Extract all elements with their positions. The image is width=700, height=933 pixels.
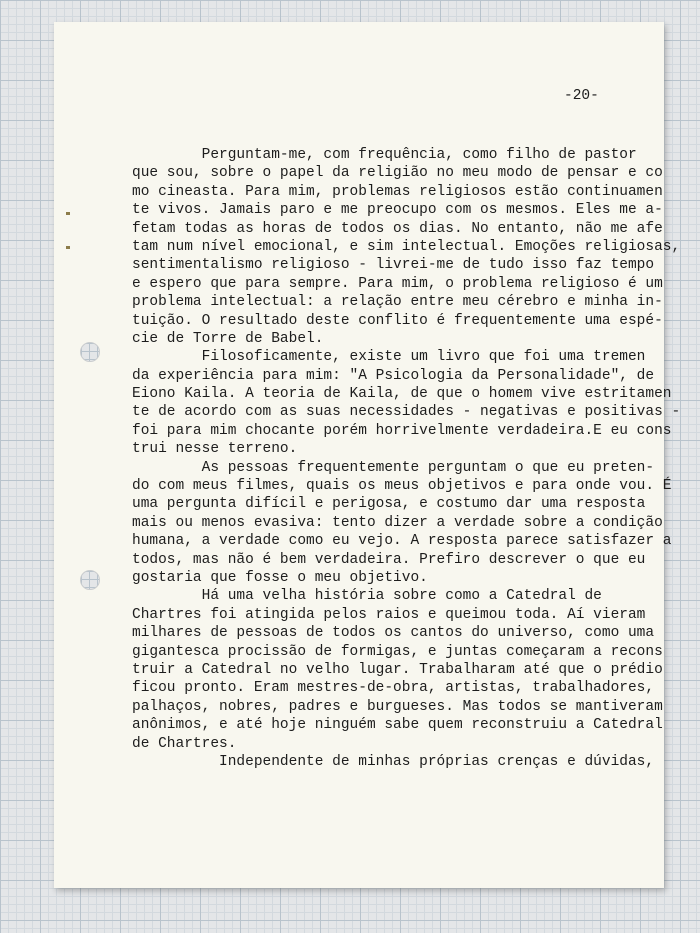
body-text bbox=[132, 146, 681, 771]
text-line: uma pergunta difícil e perigosa, e costumo dar uma resposta bbox=[132, 496, 646, 513]
text-line: de Chartres. bbox=[132, 735, 237, 752]
text-line: Há uma velha história sobre como a Catedral de bbox=[132, 588, 602, 605]
text-line: sentimentalismo religioso - livrei-me de tudo isso faz tempo bbox=[132, 257, 655, 274]
text-line: palhaços, nobres, padres e burgueses. Mas todos se mantiveram bbox=[132, 698, 663, 715]
text-line: do com meus filmes, quais os meus objetivos e para onde vou. É bbox=[132, 478, 672, 495]
text-line: te vivos. Jamais paro e me preocupo com os mesmos. Eles me a- bbox=[132, 202, 663, 219]
text-line: te de acordo com as suas necessidades - negativas e positivas - bbox=[132, 404, 681, 421]
text-line: fetam todas as horas de todos os dias. No entanto, não me afe bbox=[132, 220, 663, 237]
margin-mark bbox=[66, 246, 70, 249]
text-line: truir a Catedral no velho lugar. Trabalharam até que o prédio bbox=[132, 661, 663, 678]
text-line: ficou pronto. Eram mestres-de-obra, artistas, trabalhadores, bbox=[132, 680, 655, 697]
text-line: mo cineasta. Para mim, problemas religiosos estão continuamen bbox=[132, 183, 663, 200]
text-line: todos, mas não é bem verdadeira. Prefiro descrever o que eu bbox=[132, 551, 646, 568]
text-line: humana, a verdade como eu vejo. A resposta parece satisfazer a bbox=[132, 533, 672, 550]
text-line: da experiência para mim: "A Psicologia da Personalidade", de bbox=[132, 367, 655, 384]
text-line: As pessoas frequentemente perguntam o que eu preten- bbox=[132, 459, 655, 476]
text-line: Independente de minhas próprias crenças e dúvidas, bbox=[132, 753, 655, 770]
paper-sheet bbox=[54, 22, 681, 888]
text-line: problema intelectual: a relação entre meu cérebro e minha in- bbox=[132, 294, 663, 311]
page-number: -20- bbox=[564, 88, 599, 104]
text-line: tuição. O resultado deste conflito é frequentemente uma espé- bbox=[132, 312, 663, 329]
text-line: Chartres foi atingida pelos raios e queimou toda. Aí vieram bbox=[132, 606, 646, 623]
text-line: Eiono Kaila. A teoria de Kaila, de que o homem vive estritamen bbox=[132, 386, 672, 403]
text-line: e espero que para sempre. Para mim, o problema religioso é um bbox=[132, 275, 663, 292]
text-line: anônimos, e até hoje ninguém sabe quem reconstruiu a Catedral bbox=[132, 717, 663, 734]
text-line: tam num nível emocional, e sim intelectual. Emoções religiosas, bbox=[132, 238, 681, 255]
punch-hole bbox=[80, 570, 100, 590]
text-line: Filosoficamente, existe um livro que foi uma tremen bbox=[132, 349, 646, 366]
text-line: Perguntam-me, com frequência, como filho de pastor bbox=[132, 147, 637, 163]
text-line: gigantesca procissão de formigas, e juntas começaram a recons bbox=[132, 643, 663, 660]
text-line: que sou, sobre o papel da religião no meu modo de pensar e co bbox=[132, 165, 663, 182]
text-line: gostaria que fosse o meu objetivo. bbox=[132, 569, 428, 586]
text-line: milhares de pessoas de todos os cantos do universo, como uma bbox=[132, 625, 655, 642]
punch-hole bbox=[80, 342, 100, 362]
text-line: trui nesse terreno. bbox=[132, 441, 298, 458]
text-line: mais ou menos evasiva: tento dizer a verdade sobre a condição bbox=[132, 514, 663, 531]
text-line: foi para mim chocante porém horrivelmente verdadeira.E eu cons bbox=[132, 422, 672, 439]
margin-mark bbox=[66, 212, 70, 215]
text-line: cie de Torre de Babel. bbox=[132, 330, 324, 347]
